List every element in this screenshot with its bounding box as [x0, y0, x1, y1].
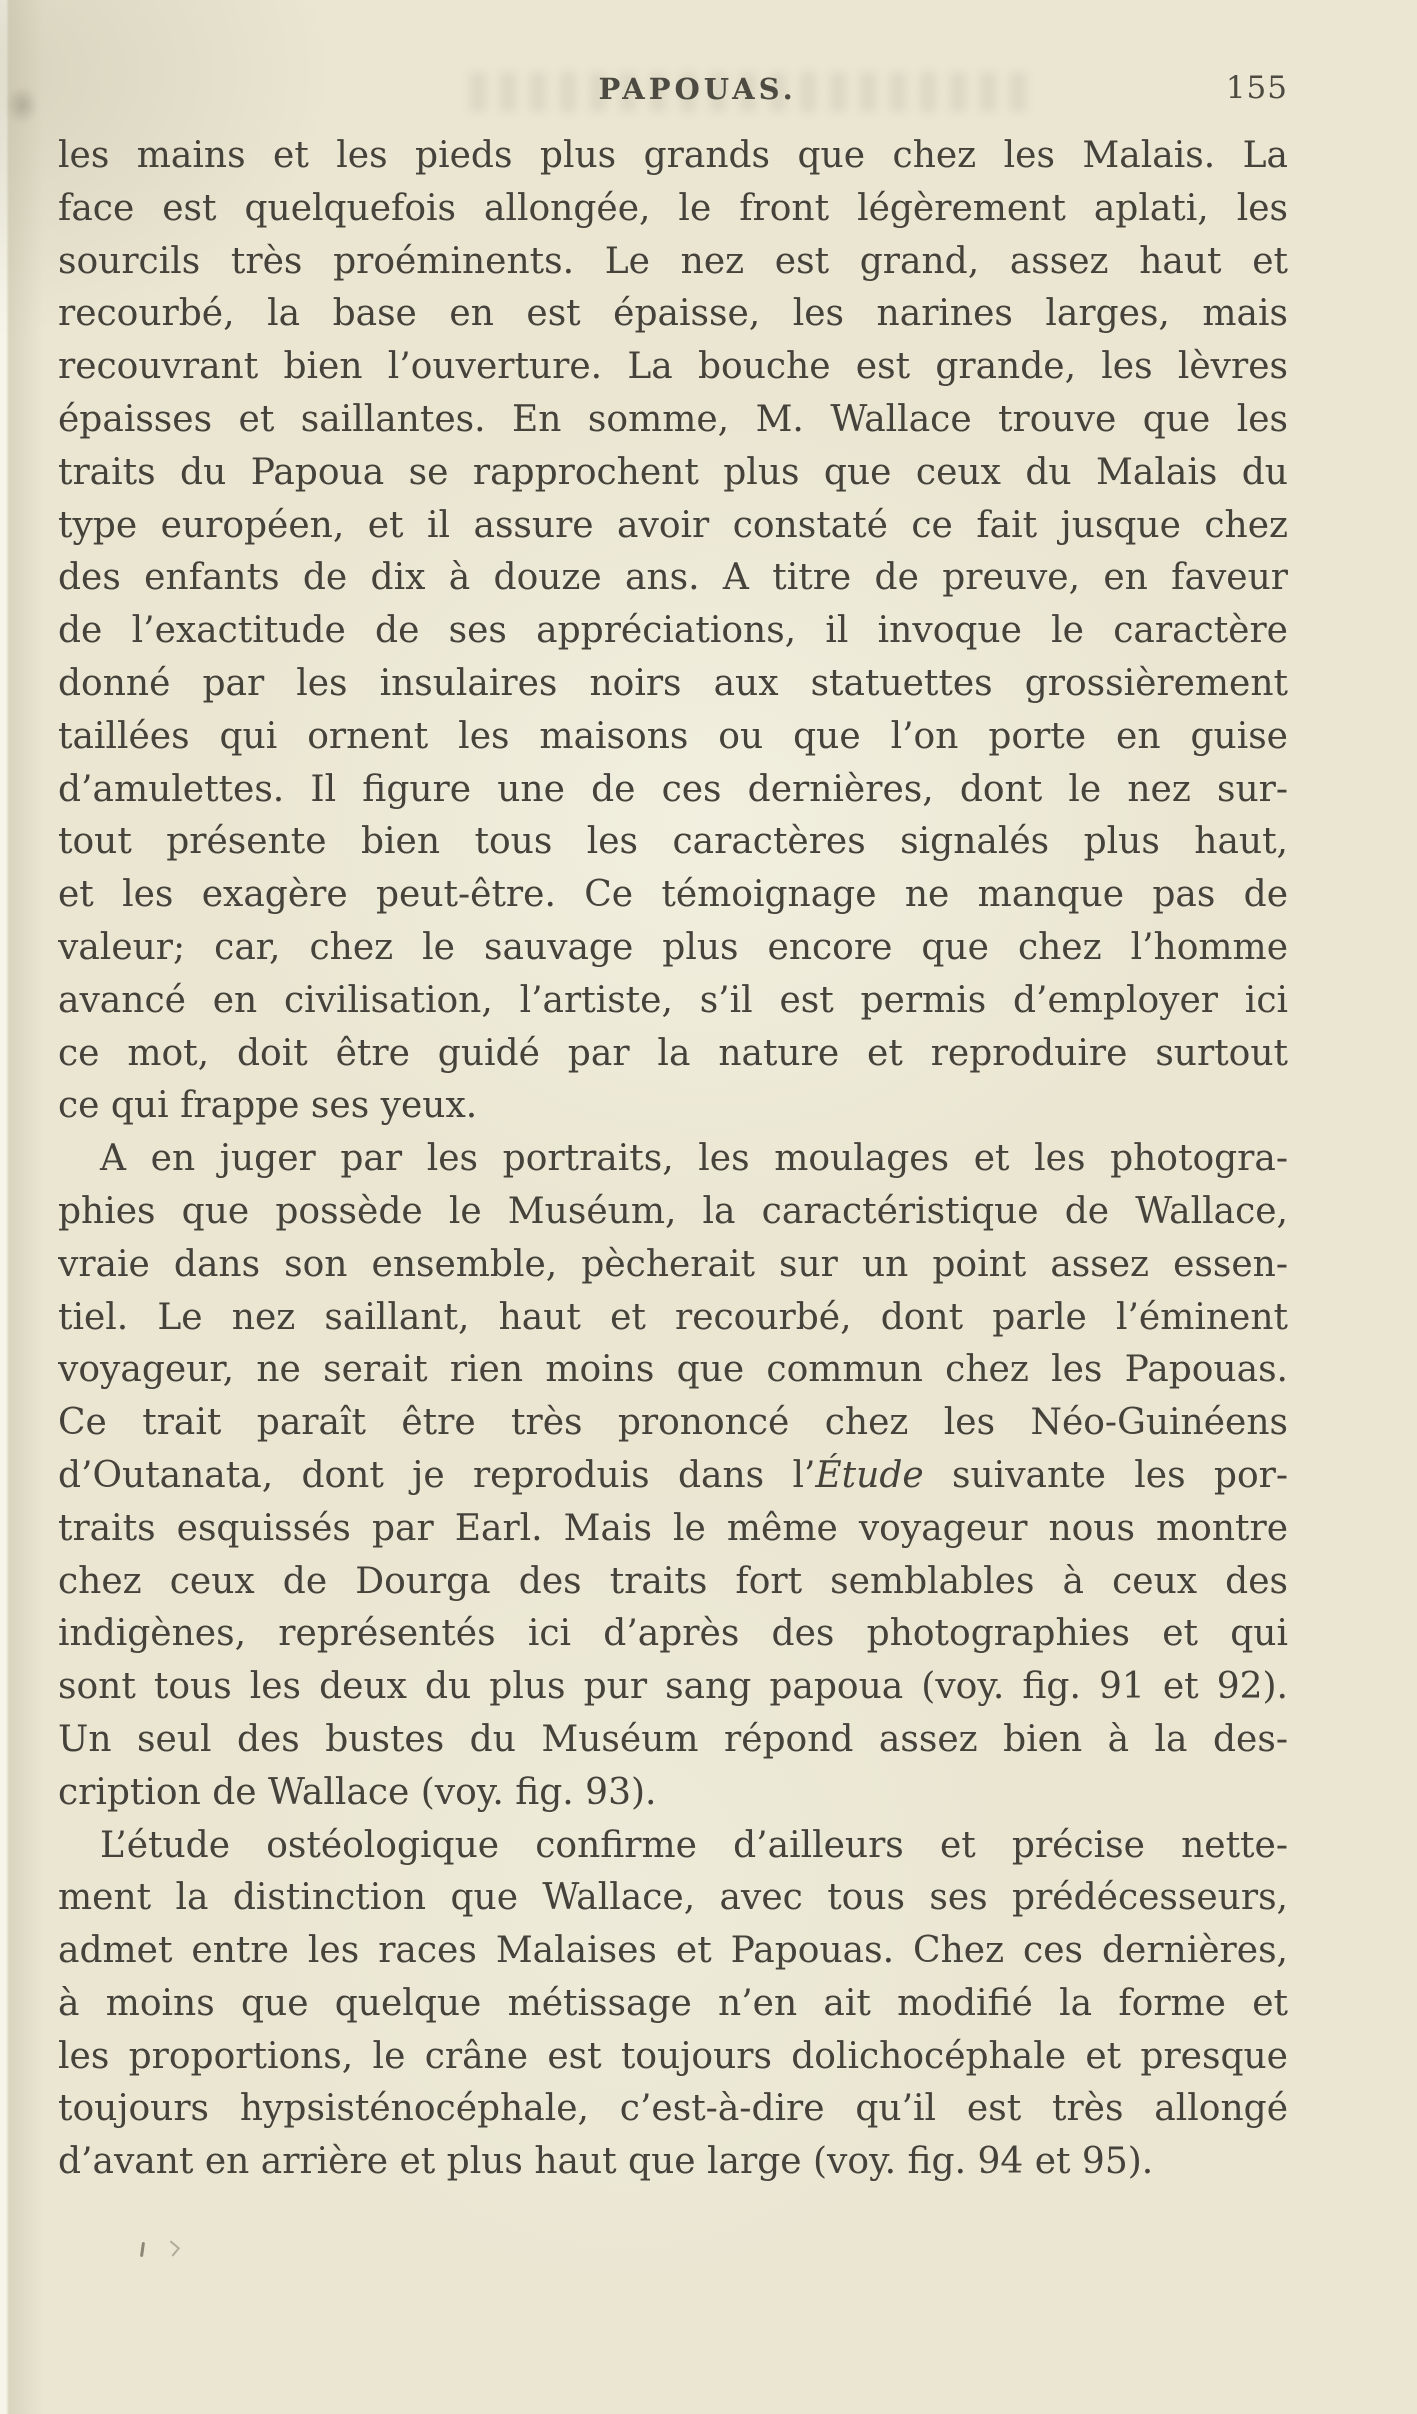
text-line: cription de Wallace (voy. fig. 93).	[58, 1771, 657, 1813]
text-line: A en juger par les portraits, les moulages et les photogra-	[100, 1138, 1288, 1180]
text-line: valeur; car, chez le sauvage plus encore que chez l’homme	[58, 926, 1288, 968]
text-line: recouvrant bien l’ouverture. La bouche est grande, les lèvres	[58, 346, 1288, 388]
running-title: PAPOUAS.	[598, 72, 797, 106]
text-line: d’avant en arrière et plus haut que large (voy. fig. 94 et 95).	[58, 2141, 1154, 2183]
text-line: admet entre les races Malaises et Papouas. Chez ces dernières,	[58, 1930, 1288, 1972]
text-line: et les exagère peut-être. Ce témoignage ne manque pas de	[58, 874, 1288, 916]
page-body	[58, 130, 1288, 2189]
ink-speck	[164, 2240, 180, 2256]
text-line: les mains et les pieds plus grands que chez les Malais. La	[58, 135, 1288, 176]
text-line: face est quelquefois allongée, le front légèrement aplati, les	[58, 187, 1288, 229]
text-line: épaisses et saillantes. En somme, M. Wallace trouve que les	[58, 398, 1288, 440]
text-line: chez ceux de Dourga des traits fort semblables à ceux des	[58, 1560, 1288, 1602]
text-line: traits du Papoua se rapprochent plus que ceux du Malais du	[58, 451, 1288, 493]
paragraph	[58, 1820, 1288, 2190]
text-line: ce mot, doit être guidé par la nature et reproduire surtout	[58, 1032, 1288, 1074]
text-line: avancé en civilisation, l’artiste, s’il est permis d’employer ici	[58, 979, 1288, 1021]
text-line: indigènes, représentés ici d’après des photographies et qui	[58, 1613, 1288, 1655]
ink-smudge	[6, 86, 38, 124]
text-line: à moins que quelque métissage n’en ait modifié la forme et	[58, 1982, 1288, 2024]
text-line: des enfants de dix à douze ans. A titre de preuve, en faveur	[58, 557, 1288, 599]
text-line: ce qui frappe ses yeux.	[58, 1085, 478, 1127]
paragraph	[58, 1133, 1288, 1819]
text-line: vraie dans son ensemble, pècherait sur un point assez essen-	[58, 1243, 1288, 1285]
text-line: d’amulettes. Il figure une de ces dernières, dont le nez sur-	[58, 768, 1288, 810]
text-line: tiel. Le nez saillant, haut et recourbé, dont parle l’éminent	[58, 1296, 1288, 1338]
text-line: recourbé, la base en est épaisse, les narines larges, mais	[58, 293, 1288, 335]
text-line: sont tous les deux du plus pur sang papoua (voy. fig. 91 et 92).	[58, 1666, 1288, 1708]
ink-speck	[140, 2242, 145, 2257]
paragraph	[58, 130, 1288, 1133]
text-line: traits esquissés par Earl. Mais le même voyageur nous montre	[58, 1507, 1288, 1549]
text-line: donné par les insulaires noirs aux statuettes grossièrement	[58, 662, 1288, 704]
text-line: type européen, et il assure avoir constaté ce fait jusque chez	[58, 504, 1288, 546]
running-header	[58, 70, 1288, 110]
text-line: d’Outanata, dont je reproduis dans l’Étude suivante les por-	[58, 1454, 1288, 1496]
page-number: 155	[1225, 70, 1288, 106]
text-line: ment la distinction que Wallace, avec tous ses prédécesseurs,	[58, 1877, 1288, 1919]
text-line: Un seul des bustes du Muséum répond assez bien à la des-	[58, 1718, 1288, 1760]
text-line: phies que possède le Muséum, la caractéristique de Wallace,	[58, 1190, 1288, 1232]
text-line: sourcils très proéminents. Le nez est grand, assez haut et	[58, 240, 1288, 282]
text-line: tout présente bien tous les caractères signalés plus haut,	[58, 821, 1288, 863]
text-line: les proportions, le crâne est toujours dolichocéphale et presque	[58, 2035, 1288, 2077]
text-line: L’étude ostéologique confirme d’ailleurs et précise nette-	[100, 1824, 1288, 1866]
text-line: de l’exactitude de ses appréciations, il invoque le caractère	[58, 610, 1288, 652]
text-line: toujours hypsisténocéphale, c’est-à-dire qu’il est très allongé	[58, 2088, 1288, 2130]
text-line: voyageur, ne serait rien moins que commun chez les Papouas.	[58, 1349, 1288, 1391]
text-line: taillées qui ornent les maisons ou que l’on porte en guise	[58, 715, 1288, 757]
text-line: Ce trait paraît être très prononcé chez les Néo-Guinéens	[58, 1402, 1288, 1444]
